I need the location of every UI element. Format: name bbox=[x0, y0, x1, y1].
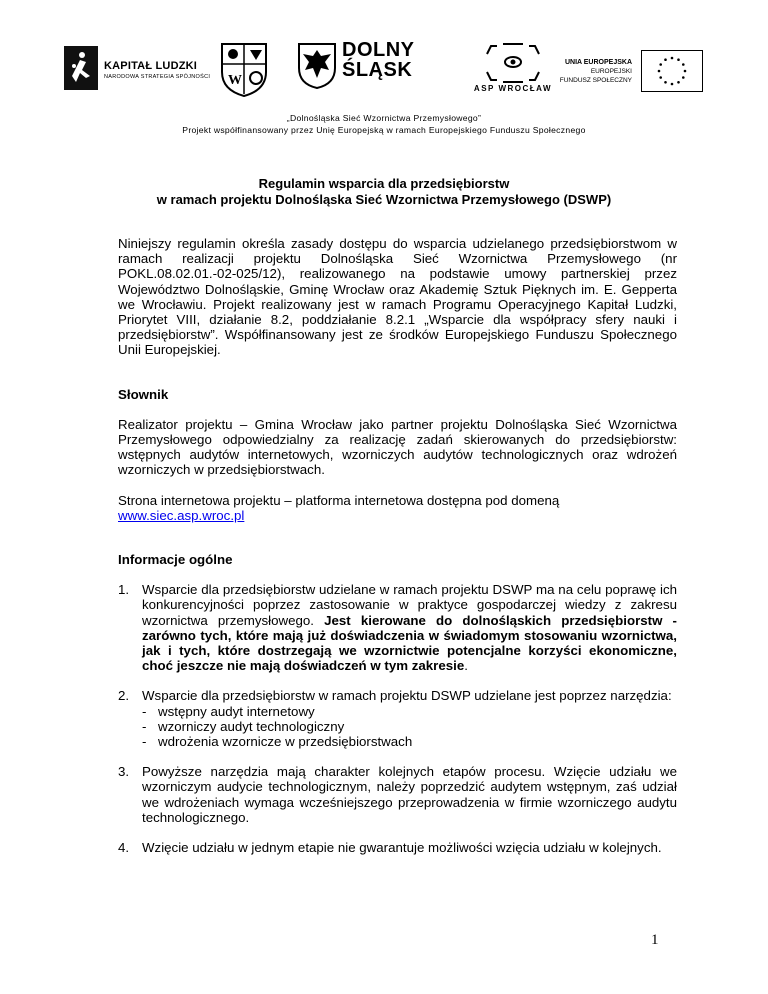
eu-line3: FUNDUSZ SPOŁECZNY bbox=[559, 77, 632, 84]
project-name-line: „Dolnośląska Sieć Wzornictwa Przemysłowego” bbox=[286, 113, 482, 123]
glossary-entry-realizator: Realizator projektu – Gmina Wrocław jako partner projektu Dolnośląska Sieć Wzornictwa Przemysłowego odpowiedzialny za realizację zadań skierowanych do przedsiębiorstw: wstępnych audytów internetowych, wzorniczych audytów technologicznych oraz wdrożeń wzorniczych w przedsiębiorstwach. bbox=[118, 416, 677, 478]
glossary-entry-website bbox=[118, 493, 677, 523]
list-item-number: 3. bbox=[118, 764, 130, 780]
tool-item-text: wdrożenia wzornicze w przedsiębiorstwach bbox=[158, 734, 413, 750]
list-item-number: 1. bbox=[118, 582, 130, 598]
eu-flag-icon bbox=[641, 50, 703, 92]
dash-marker: - bbox=[142, 703, 147, 719]
dolny-slask-line1: DOLNY bbox=[342, 39, 415, 61]
logo-bar bbox=[0, 0, 768, 100]
general-info-list bbox=[118, 582, 677, 855]
list-item bbox=[118, 688, 677, 749]
asp-wroclaw-label: ASP WROCŁAW bbox=[473, 84, 553, 93]
eu-line2: EUROPEJSKI bbox=[590, 68, 632, 75]
item2-text: Wsparcie dla przedsiębiorstw w ramach projektu DSWP udzielane jest poprzez narzędzia: bbox=[142, 688, 672, 704]
kapital-ludzki-title: KAPITAŁ LUDZKI bbox=[104, 60, 198, 72]
tool-item-text: wzorniczy audyt technologiczny bbox=[158, 718, 345, 734]
item4-text: Wzięcie udziału w jednym etapie nie gwarantuje możliwości wzięcia udziału w kolejnych. bbox=[142, 840, 662, 856]
list-item bbox=[118, 582, 677, 673]
kapital-ludzki-subtitle: NARODOWA STRATEGIA SPÓJNOŚCI bbox=[104, 74, 211, 80]
list-item-number: 4. bbox=[118, 840, 130, 856]
item1-bold-text: Jest kierowane do dolnośląskich przedsiębiorstw - zarówno tych, które mają już doświadczenia w świadomym stosowaniu wzornictwa, jak i tych, które dostrzegają we wzornictwie potencjalne korzyści ekonomiczne, choć jeszcze nie mają doświadczeń w tym zakresie bbox=[142, 612, 677, 674]
svg-text:W: W bbox=[228, 73, 242, 88]
tool-item bbox=[142, 719, 677, 734]
title-line2: w ramach projektu Dolnośląska Sieć Wzornictwa Przemysłowego (DSWP) bbox=[156, 192, 612, 207]
wroclaw-crest-icon bbox=[218, 42, 270, 98]
glossary-heading: Słownik bbox=[118, 386, 169, 402]
cofinancing-line: Projekt współfinansowany przez Unię Europejską w ramach Europejskiego Funduszu Społecznego bbox=[182, 125, 586, 135]
item1-end: . bbox=[464, 658, 468, 674]
dash-marker: - bbox=[142, 718, 147, 734]
list-item-number: 2. bbox=[118, 688, 130, 704]
list-item-text bbox=[142, 582, 677, 673]
list-item bbox=[118, 840, 677, 855]
eu-line1: UNIA EUROPEJSKA bbox=[564, 59, 632, 66]
dolny-slask-logo bbox=[342, 40, 442, 80]
dash-marker: - bbox=[142, 734, 147, 750]
dolny-slask-line2: ŚLĄSK bbox=[342, 59, 413, 81]
page-title bbox=[0, 176, 768, 208]
tool-item bbox=[142, 734, 677, 749]
lower-silesia-eagle-icon bbox=[297, 42, 337, 90]
kapital-ludzki-icon bbox=[64, 46, 98, 90]
tool-item bbox=[142, 704, 677, 719]
project-website-link[interactable]: www.siec.asp.wroc.pl bbox=[118, 507, 245, 523]
intro-paragraph: Niniejszy regulamin określa zasady dostępu do wsparcia udzielanego przedsiębiorstwom w ramach realizacji projektu Dolnośląska Sieć Wzornictwa Przemysłowego (nr POKL.08.02.01.-02-025/12), realizowanego na podstawie umowy partnerskiej przez Województwo Dolnośląskie, Gminę Wrocław oraz Akademię Sztuk Pięknych im. E. Gepperta we Wrocławiu. Projekt realizowany jest w ramach Programu Operacyjnego Kapitał Ludzki, Priorytet VIII, działanie 8.2, poddziałanie 8.2.1 „Wsparcie dla współpracy sfery nauki i przedsiębiorstw”. Współfinansowany jest ze środków Europejskiego Funduszu Społecznego Unii Europejskiej. bbox=[118, 236, 677, 358]
item1-text: Wsparcie dla przedsiębiorstw udzielane w ramach projektu DSWP ma na celu poprawę ich konkurencyjności poprzez zastosowanie w praktyce gospodarczej wiedzy z zakresu wzornictwa przemysłowego. bbox=[142, 582, 677, 628]
list-item bbox=[118, 764, 677, 825]
eu-text-block bbox=[540, 58, 632, 85]
general-info-heading: Informacje ogólne bbox=[118, 552, 233, 568]
title-line1: Regulamin wsparcia dla przedsiębiorstw bbox=[258, 176, 510, 191]
kapital-ludzki-logo bbox=[64, 46, 224, 92]
project-header bbox=[0, 112, 768, 136]
item3-text: Powyższe narzędzia mają charakter kolejnych etapów procesu. Wzięcie udziału we wzorniczym audycie technologicznym, należy poprzedzić audytem wstępnym, zaś udział we wdrożeniach wymaga wcześniejszego przeprowadzenia w firmie wzorniczego audytu technologicznego. bbox=[142, 764, 677, 825]
glossary-entry-website-text: Strona internetowa projektu – platforma internetowa dostępna pod domeną bbox=[118, 492, 560, 508]
page-number: 1 bbox=[651, 932, 659, 948]
tool-item-text: wstępny audyt internetowy bbox=[158, 703, 315, 719]
document-body bbox=[118, 236, 677, 855]
